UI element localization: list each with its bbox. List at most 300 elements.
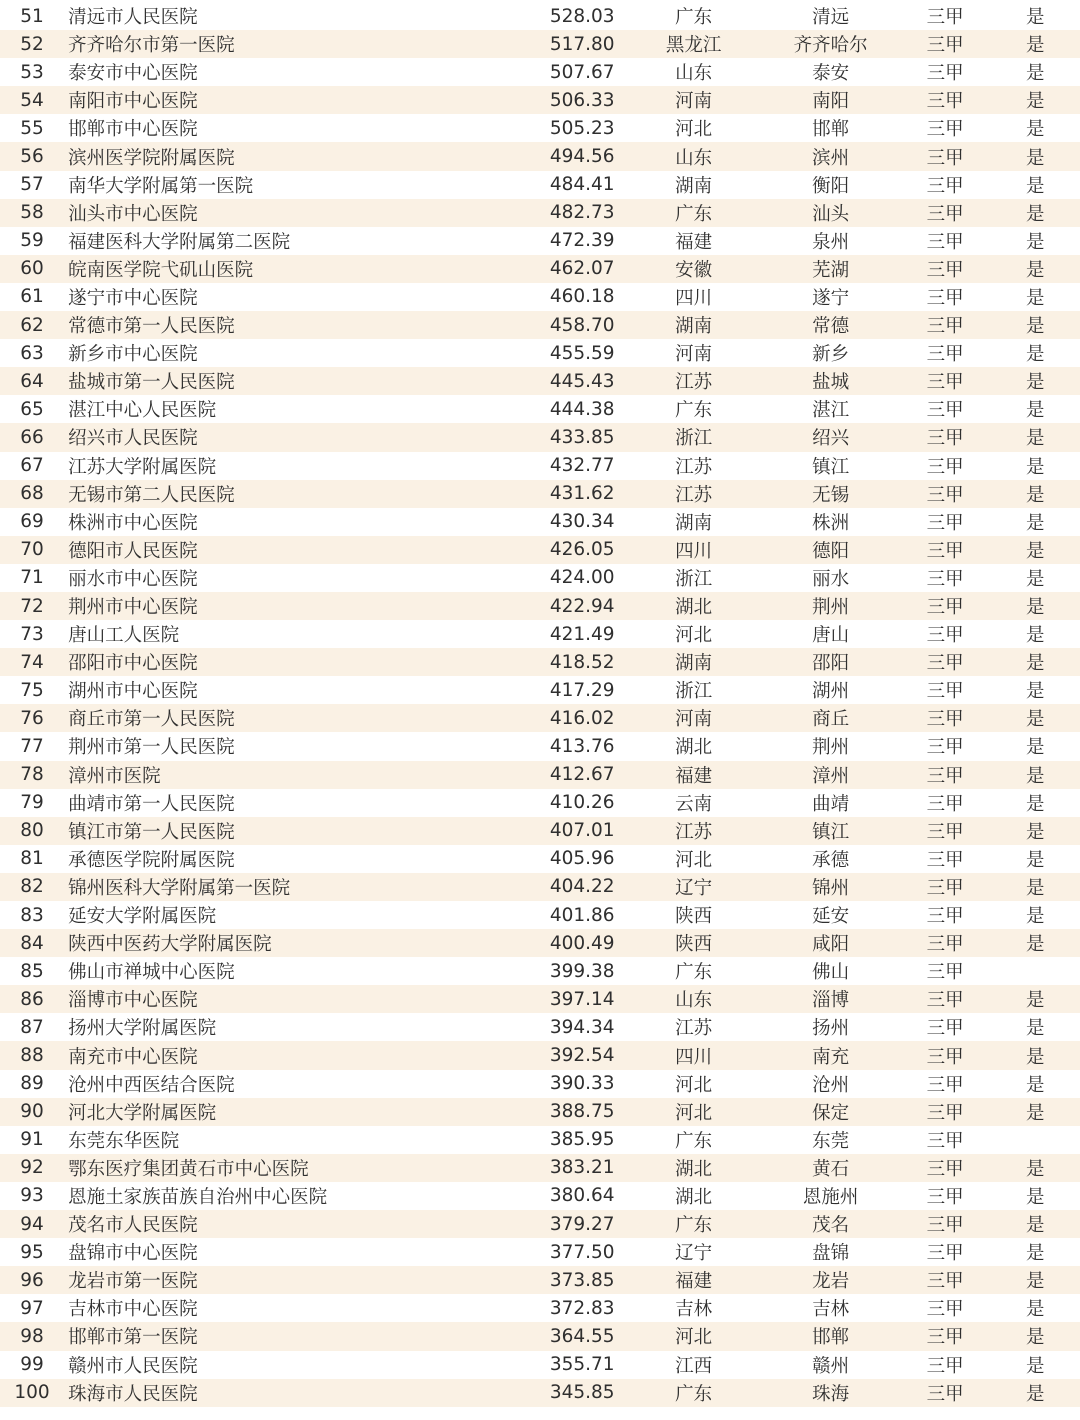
province-cell: 广东 — [675, 7, 713, 29]
score-cell: 377.50 — [549, 1241, 615, 1263]
province-cell: 云南 — [675, 793, 713, 815]
flag-cell: 是 — [1026, 1327, 1045, 1349]
score-cell: 404.22 — [549, 876, 615, 898]
flag-cell: 是 — [1026, 1158, 1045, 1180]
flag-cell: 是 — [1026, 1271, 1045, 1293]
rank-cell: 87 — [20, 1016, 44, 1038]
table-row — [0, 395, 1080, 423]
grade-cell: 三甲 — [926, 877, 964, 899]
score-cell: 460.18 — [549, 286, 615, 308]
table-row — [0, 86, 1080, 114]
hospital-name-cell: 东莞东华医院 — [68, 1130, 180, 1152]
table-row — [0, 817, 1080, 845]
flag-cell: 是 — [1026, 934, 1045, 956]
flag-cell: 是 — [1026, 175, 1045, 197]
score-cell: 397.14 — [549, 988, 615, 1010]
city-cell: 黄石 — [812, 1158, 850, 1180]
rank-cell: 92 — [20, 1157, 44, 1179]
flag-cell: 是 — [1026, 428, 1045, 450]
rank-cell: 89 — [20, 1073, 44, 1095]
province-cell: 江苏 — [675, 821, 713, 843]
flag-cell: 是 — [1026, 1215, 1045, 1237]
province-cell: 河北 — [675, 1327, 713, 1349]
hospital-name-cell: 常德市第一人民医院 — [68, 316, 235, 338]
table-row — [0, 311, 1080, 339]
flag-cell: 是 — [1026, 1018, 1045, 1040]
flag-cell: 是 — [1026, 91, 1045, 113]
grade-cell: 三甲 — [926, 1383, 964, 1405]
city-cell: 保定 — [812, 1102, 850, 1124]
hospital-name-cell: 清远市人民医院 — [68, 7, 198, 29]
hospital-name-cell: 邯郸市第一医院 — [68, 1327, 198, 1349]
hospital-name-cell: 承德医学院附属医院 — [68, 849, 235, 871]
city-cell: 延安 — [812, 906, 850, 928]
province-cell: 四川 — [675, 1046, 713, 1068]
province-cell: 黑龙江 — [665, 35, 722, 57]
table-row — [0, 30, 1080, 58]
grade-cell: 三甲 — [926, 821, 964, 843]
score-cell: 484.41 — [549, 174, 615, 196]
province-cell: 陕西 — [675, 906, 713, 928]
city-cell: 漳州 — [812, 765, 850, 787]
table-row — [0, 1322, 1080, 1350]
grade-cell: 三甲 — [926, 597, 964, 619]
hospital-name-cell: 丽水市中心医院 — [68, 568, 198, 590]
grade-cell: 三甲 — [926, 203, 964, 225]
flag-cell: 是 — [1026, 1074, 1045, 1096]
province-cell: 江苏 — [675, 484, 713, 506]
city-cell: 芜湖 — [812, 259, 850, 281]
province-cell: 广东 — [675, 400, 713, 422]
province-cell: 陕西 — [675, 934, 713, 956]
province-cell: 福建 — [675, 231, 713, 253]
grade-cell: 三甲 — [926, 653, 964, 675]
hospital-name-cell: 南阳市中心医院 — [68, 91, 198, 113]
score-cell: 482.73 — [549, 202, 615, 224]
flag-cell: 是 — [1026, 709, 1045, 731]
hospital-name-cell: 无锡市第二人民医院 — [68, 484, 235, 506]
table-row — [0, 58, 1080, 86]
province-cell: 湖北 — [675, 737, 713, 759]
city-cell: 邯郸 — [812, 1327, 850, 1349]
table-row — [0, 957, 1080, 985]
rank-cell: 86 — [20, 988, 44, 1010]
score-cell: 364.55 — [549, 1325, 615, 1347]
flag-cell: 是 — [1026, 287, 1045, 309]
score-cell: 444.38 — [549, 398, 615, 420]
flag-cell: 是 — [1026, 568, 1045, 590]
hospital-name-cell: 江苏大学附属医院 — [68, 456, 217, 478]
hospital-name-cell: 淄博市中心医院 — [68, 990, 198, 1012]
grade-cell: 三甲 — [926, 7, 964, 29]
grade-cell: 三甲 — [926, 316, 964, 338]
rank-cell: 95 — [20, 1241, 44, 1263]
grade-cell: 三甲 — [926, 793, 964, 815]
score-cell: 472.39 — [549, 230, 615, 252]
province-cell: 四川 — [675, 540, 713, 562]
rank-cell: 99 — [20, 1354, 44, 1376]
city-cell: 吉林 — [812, 1299, 850, 1321]
table-row — [0, 1041, 1080, 1069]
hospital-name-cell: 盘锦市中心医院 — [68, 1243, 198, 1265]
flag-cell: 是 — [1026, 344, 1045, 366]
city-cell: 盘锦 — [812, 1243, 850, 1265]
table-row — [0, 873, 1080, 901]
grade-cell: 三甲 — [926, 344, 964, 366]
table-row — [0, 171, 1080, 199]
hospital-name-cell: 邯郸市中心医院 — [68, 119, 198, 141]
city-cell: 东莞 — [812, 1130, 850, 1152]
city-cell: 锦州 — [812, 877, 850, 899]
province-cell: 湖南 — [675, 512, 713, 534]
grade-cell: 三甲 — [926, 231, 964, 253]
rank-cell: 96 — [20, 1269, 44, 1291]
score-cell: 372.83 — [549, 1297, 615, 1319]
city-cell: 遂宁 — [812, 287, 850, 309]
province-cell: 浙江 — [675, 428, 713, 450]
table-row — [0, 367, 1080, 395]
grade-cell: 三甲 — [926, 372, 964, 394]
table-row — [0, 732, 1080, 760]
flag-cell: 是 — [1026, 906, 1045, 928]
score-cell: 528.03 — [549, 5, 615, 27]
rank-cell: 61 — [20, 286, 44, 308]
table-row — [0, 901, 1080, 929]
score-cell: 380.64 — [549, 1185, 615, 1207]
hospital-name-cell: 遂宁市中心医院 — [68, 287, 198, 309]
grade-cell: 三甲 — [926, 1130, 964, 1152]
hospital-name-cell: 泰安市中心医院 — [68, 63, 198, 85]
table-row — [0, 648, 1080, 676]
province-cell: 浙江 — [675, 568, 713, 590]
score-cell: 424.00 — [549, 567, 615, 589]
score-cell: 455.59 — [549, 342, 615, 364]
hospital-name-cell: 赣州市人民医院 — [68, 1355, 198, 1377]
score-cell: 379.27 — [549, 1213, 615, 1235]
province-cell: 河南 — [675, 91, 713, 113]
province-cell: 山东 — [675, 990, 713, 1012]
grade-cell: 三甲 — [926, 625, 964, 647]
city-cell: 淄博 — [812, 990, 850, 1012]
city-cell: 恩施州 — [802, 1186, 859, 1208]
hospital-name-cell: 唐山工人医院 — [68, 625, 180, 647]
score-cell: 458.70 — [549, 314, 615, 336]
grade-cell: 三甲 — [926, 512, 964, 534]
province-cell: 湖北 — [675, 597, 713, 619]
flag-cell: 是 — [1026, 793, 1045, 815]
rank-cell: 60 — [20, 258, 44, 280]
hospital-name-cell: 茂名市人民医院 — [68, 1215, 198, 1237]
hospital-name-cell: 鄂东医疗集团黄石市中心医院 — [68, 1158, 309, 1180]
flag-cell: 是 — [1026, 119, 1045, 141]
flag-cell: 是 — [1026, 821, 1045, 843]
grade-cell: 三甲 — [926, 1299, 964, 1321]
rank-cell: 52 — [20, 33, 44, 55]
table-row — [0, 142, 1080, 170]
score-cell: 405.96 — [549, 848, 615, 870]
grade-cell: 三甲 — [926, 1018, 964, 1040]
grade-cell: 三甲 — [926, 906, 964, 928]
rank-cell: 84 — [20, 932, 44, 954]
rank-cell: 70 — [20, 539, 44, 561]
rank-cell: 68 — [20, 483, 44, 505]
rank-cell: 98 — [20, 1325, 44, 1347]
flag-cell: 是 — [1026, 625, 1045, 647]
flag-cell: 是 — [1026, 737, 1045, 759]
province-cell: 四川 — [675, 287, 713, 309]
province-cell: 河北 — [675, 849, 713, 871]
flag-cell: 是 — [1026, 231, 1045, 253]
city-cell: 湖州 — [812, 681, 850, 703]
hospital-name-cell: 湖州市中心医院 — [68, 681, 198, 703]
grade-cell: 三甲 — [926, 934, 964, 956]
score-cell: 373.85 — [549, 1269, 615, 1291]
table-row — [0, 1126, 1080, 1154]
score-cell: 410.26 — [549, 792, 615, 814]
city-cell: 盐城 — [812, 372, 850, 394]
score-cell: 401.86 — [549, 904, 615, 926]
hospital-name-cell: 荆州市中心医院 — [68, 597, 198, 619]
score-cell: 431.62 — [549, 483, 615, 505]
city-cell: 南阳 — [812, 91, 850, 113]
city-cell: 承德 — [812, 849, 850, 871]
score-cell: 412.67 — [549, 764, 615, 786]
flag-cell: 是 — [1026, 316, 1045, 338]
hospital-name-cell: 珠海市人民医院 — [68, 1383, 198, 1405]
grade-cell: 三甲 — [926, 737, 964, 759]
flag-cell: 是 — [1026, 456, 1045, 478]
grade-cell: 三甲 — [926, 1355, 964, 1377]
rank-cell: 57 — [20, 174, 44, 196]
hospital-name-cell: 株洲市中心医院 — [68, 512, 198, 534]
table-row — [0, 704, 1080, 732]
rank-cell: 79 — [20, 792, 44, 814]
table-row — [0, 1182, 1080, 1210]
city-cell: 龙岩 — [812, 1271, 850, 1293]
province-cell: 湖南 — [675, 175, 713, 197]
province-cell: 吉林 — [675, 1299, 713, 1321]
province-cell: 福建 — [675, 765, 713, 787]
table-row — [0, 761, 1080, 789]
rank-cell: 75 — [20, 679, 44, 701]
flag-cell: 是 — [1026, 990, 1045, 1012]
table-row — [0, 1379, 1080, 1407]
flag-cell: 是 — [1026, 400, 1045, 422]
province-cell: 河南 — [675, 344, 713, 366]
rank-cell: 82 — [20, 876, 44, 898]
grade-cell: 三甲 — [926, 568, 964, 590]
flag-cell: 是 — [1026, 653, 1045, 675]
city-cell: 湛江 — [812, 400, 850, 422]
province-cell: 浙江 — [675, 681, 713, 703]
hospital-name-cell: 陕西中医药大学附属医院 — [68, 934, 272, 956]
rank-cell: 62 — [20, 314, 44, 336]
flag-cell: 是 — [1026, 1102, 1045, 1124]
hospital-name-cell: 沧州中西医结合医院 — [68, 1074, 235, 1096]
score-cell: 392.54 — [549, 1045, 615, 1067]
flag-cell: 是 — [1026, 597, 1045, 619]
grade-cell: 三甲 — [926, 400, 964, 422]
flag-cell: 是 — [1026, 259, 1045, 281]
score-cell: 345.85 — [549, 1382, 615, 1404]
rank-cell: 91 — [20, 1129, 44, 1151]
hospital-name-cell: 荆州市第一人民医院 — [68, 737, 235, 759]
grade-cell: 三甲 — [926, 540, 964, 562]
province-cell: 山东 — [675, 147, 713, 169]
score-cell: 399.38 — [549, 960, 615, 982]
score-cell: 390.33 — [549, 1073, 615, 1095]
grade-cell: 三甲 — [926, 287, 964, 309]
city-cell: 绍兴 — [812, 428, 850, 450]
score-cell: 383.21 — [549, 1157, 615, 1179]
table-row — [0, 339, 1080, 367]
table-row — [0, 480, 1080, 508]
grade-cell: 三甲 — [926, 962, 964, 984]
rank-cell: 97 — [20, 1297, 44, 1319]
table-row — [0, 1070, 1080, 1098]
rank-cell: 58 — [20, 202, 44, 224]
province-cell: 江苏 — [675, 1018, 713, 1040]
city-cell: 茂名 — [812, 1215, 850, 1237]
rank-cell: 72 — [20, 595, 44, 617]
grade-cell: 三甲 — [926, 1327, 964, 1349]
table-row — [0, 1238, 1080, 1266]
grade-cell: 三甲 — [926, 1243, 964, 1265]
score-cell: 413.76 — [549, 735, 615, 757]
hospital-name-cell: 新乡市中心医院 — [68, 344, 198, 366]
flag-cell: 是 — [1026, 35, 1045, 57]
city-cell: 德阳 — [812, 540, 850, 562]
table-row — [0, 452, 1080, 480]
grade-cell: 三甲 — [926, 765, 964, 787]
flag-cell: 是 — [1026, 877, 1045, 899]
flag-cell: 是 — [1026, 203, 1045, 225]
table-row — [0, 114, 1080, 142]
hospital-name-cell: 吉林市中心医院 — [68, 1299, 198, 1321]
flag-cell: 是 — [1026, 147, 1045, 169]
score-cell: 394.34 — [549, 1016, 615, 1038]
rank-cell: 71 — [20, 567, 44, 589]
province-cell: 辽宁 — [675, 1243, 713, 1265]
grade-cell: 三甲 — [926, 1102, 964, 1124]
grade-cell: 三甲 — [926, 91, 964, 113]
rank-cell: 64 — [20, 370, 44, 392]
hospital-name-cell: 齐齐哈尔市第一医院 — [68, 35, 235, 57]
city-cell: 扬州 — [812, 1018, 850, 1040]
score-cell: 421.49 — [549, 623, 615, 645]
city-cell: 邵阳 — [812, 653, 850, 675]
table-row — [0, 536, 1080, 564]
hospital-name-cell: 锦州医科大学附属第一医院 — [68, 877, 291, 899]
table-row — [0, 283, 1080, 311]
hospital-name-cell: 恩施土家族苗族自治州中心医院 — [68, 1186, 328, 1208]
city-cell: 汕头 — [812, 203, 850, 225]
flag-cell: 是 — [1026, 849, 1045, 871]
score-cell: 416.02 — [549, 707, 615, 729]
grade-cell: 三甲 — [926, 709, 964, 731]
rank-cell: 66 — [20, 426, 44, 448]
province-cell: 江苏 — [675, 456, 713, 478]
table-row — [0, 227, 1080, 255]
rank-cell: 55 — [20, 117, 44, 139]
city-cell: 泰安 — [812, 63, 850, 85]
score-cell: 385.95 — [549, 1129, 615, 1151]
score-cell: 426.05 — [549, 539, 615, 561]
hospital-name-cell: 福建医科大学附属第二医院 — [68, 231, 291, 253]
hospital-name-cell: 河北大学附属医院 — [68, 1102, 217, 1124]
hospital-name-cell: 镇江市第一人民医院 — [68, 821, 235, 843]
table-row — [0, 789, 1080, 817]
city-cell: 佛山 — [812, 962, 850, 984]
score-cell: 433.85 — [549, 426, 615, 448]
table-row — [0, 423, 1080, 451]
table-row — [0, 564, 1080, 592]
table-row — [0, 1351, 1080, 1379]
city-cell: 荆州 — [812, 737, 850, 759]
grade-cell: 三甲 — [926, 990, 964, 1012]
grade-cell: 三甲 — [926, 119, 964, 141]
rank-cell: 100 — [14, 1382, 50, 1404]
province-cell: 湖南 — [675, 653, 713, 675]
table-row — [0, 1098, 1080, 1126]
hospital-name-cell: 绍兴市人民医院 — [68, 428, 198, 450]
table-row — [0, 2, 1080, 30]
province-cell: 江西 — [675, 1355, 713, 1377]
score-cell: 507.67 — [549, 61, 615, 83]
score-cell: 355.71 — [549, 1354, 615, 1376]
city-cell: 清远 — [812, 7, 850, 29]
grade-cell: 三甲 — [926, 35, 964, 57]
hospital-name-cell: 德阳市人民医院 — [68, 540, 198, 562]
rank-cell: 56 — [20, 146, 44, 168]
grade-cell: 三甲 — [926, 849, 964, 871]
rank-cell: 59 — [20, 230, 44, 252]
table-row — [0, 1294, 1080, 1322]
score-cell: 400.49 — [549, 932, 615, 954]
flag-cell: 是 — [1026, 1046, 1045, 1068]
table-row — [0, 929, 1080, 957]
city-cell: 赣州 — [812, 1355, 850, 1377]
rank-cell: 78 — [20, 764, 44, 786]
city-cell: 滨州 — [812, 147, 850, 169]
hospital-name-cell: 龙岩市第一医院 — [68, 1271, 198, 1293]
city-cell: 邯郸 — [812, 119, 850, 141]
hospital-name-cell: 皖南医学院弋矶山医院 — [68, 259, 254, 281]
grade-cell: 三甲 — [926, 259, 964, 281]
flag-cell: 是 — [1026, 1383, 1045, 1405]
province-cell: 广东 — [675, 1130, 713, 1152]
flag-cell: 是 — [1026, 512, 1045, 534]
table-row — [0, 620, 1080, 648]
province-cell: 广东 — [675, 962, 713, 984]
score-cell: 417.29 — [549, 679, 615, 701]
flag-cell: 是 — [1026, 765, 1045, 787]
grade-cell: 三甲 — [926, 147, 964, 169]
grade-cell: 三甲 — [926, 1186, 964, 1208]
rank-cell: 63 — [20, 342, 44, 364]
province-cell: 河北 — [675, 625, 713, 647]
score-cell: 407.01 — [549, 820, 615, 842]
table-row — [0, 255, 1080, 283]
city-cell: 荆州 — [812, 597, 850, 619]
province-cell: 河北 — [675, 1102, 713, 1124]
rank-cell: 81 — [20, 848, 44, 870]
hospital-name-cell: 佛山市禅城中心医院 — [68, 962, 235, 984]
city-cell: 商丘 — [812, 709, 850, 731]
score-cell: 388.75 — [549, 1101, 615, 1123]
score-cell: 506.33 — [549, 89, 615, 111]
hospital-name-cell: 漳州市医院 — [68, 765, 161, 787]
